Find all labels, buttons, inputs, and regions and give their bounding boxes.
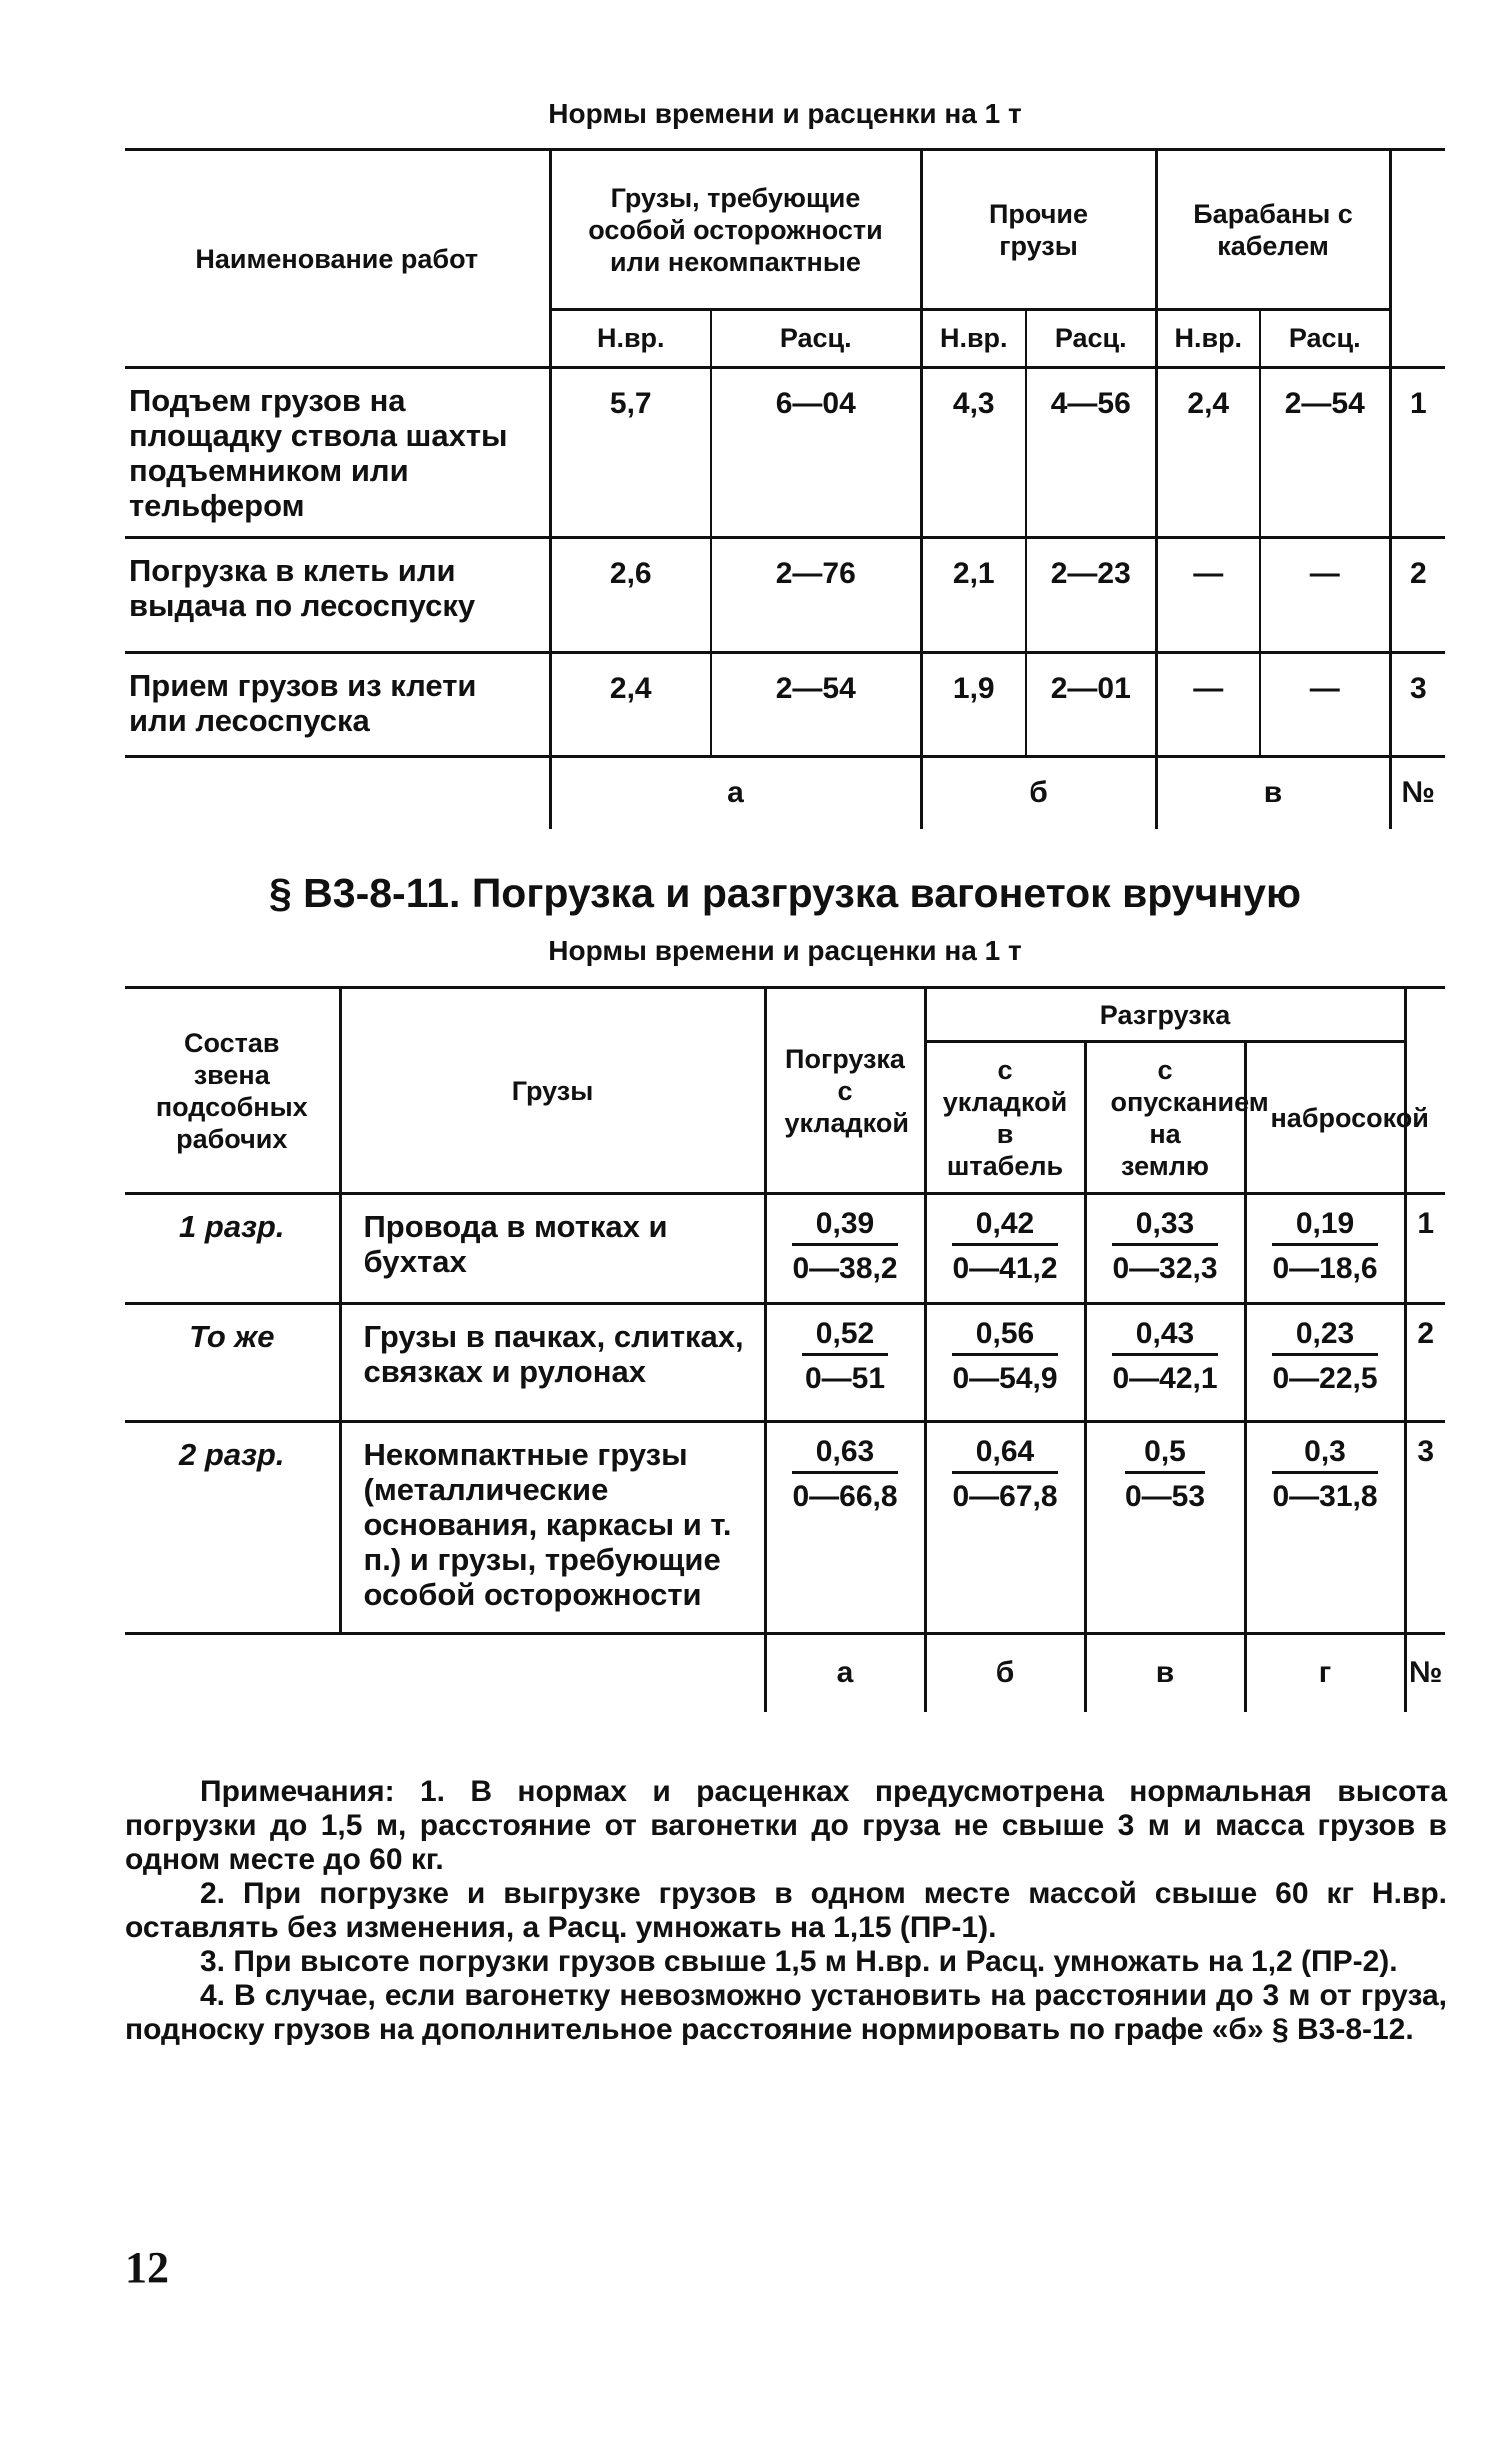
rate: 0—42,1 <box>1112 1362 1218 1395</box>
fraction <box>1272 1317 1377 1396</box>
table2-header-goods: Грузы <box>340 988 765 1194</box>
table1-letter-c: в <box>1156 757 1390 829</box>
fraction <box>1272 1207 1377 1286</box>
table1-row3-name: Прием грузов из клети или лесоспуска <box>125 653 550 757</box>
table1-sub-nvr-a: Н.вр. <box>550 310 711 368</box>
norm-time: 0,52 <box>802 1317 888 1356</box>
table2-row2-goods: Грузы в пачках, слитках, связках и рулонах <box>340 1304 765 1422</box>
fraction <box>952 1435 1057 1514</box>
note-2: 2. При погрузке и выгрузке грузов в одном месте массой свыше 60 кг Н.вр. оставлять без изменения, а Расц. умножать на 1,15 (ПР-1). <box>125 1877 1447 1944</box>
rate: 0—51 <box>804 1362 886 1395</box>
section-title: § В3-8-11. Погрузка и разгрузка вагонеток вручную <box>268 870 1301 916</box>
table1-cell: — <box>1156 653 1260 757</box>
table1-letter-b: б <box>921 757 1156 829</box>
table1-row-number: 1 <box>1390 368 1445 538</box>
table1-row-number: 3 <box>1390 653 1445 757</box>
rate: 0—18,6 <box>1272 1252 1378 1285</box>
table1-cell: 2—76 <box>711 538 921 653</box>
table1 <box>125 148 1445 829</box>
norm-time: 0,39 <box>792 1207 897 1246</box>
table2-header-unload: Разгрузка <box>925 988 1405 1042</box>
fraction <box>952 1317 1057 1396</box>
rate: 0—53 <box>1124 1480 1206 1513</box>
norm-time: 0,42 <box>952 1207 1057 1246</box>
table1-cell: — <box>1260 653 1390 757</box>
fraction <box>1125 1435 1205 1514</box>
rate: 0—31,8 <box>1272 1480 1378 1513</box>
table1-cell: 2,4 <box>1156 368 1260 538</box>
fraction <box>1112 1317 1217 1396</box>
norm-time: 0,3 <box>1272 1435 1377 1474</box>
note-4: 4. В случае, если вагонетку невозможно установить на расстоянии до 3 м от груза, подноску грузов на дополнительное расстояние нормировать по графе «б» § В3-8-12. <box>125 1979 1447 2046</box>
table2-row3-team: 2 разр. <box>125 1422 340 1634</box>
table1-row-number: 2 <box>1390 538 1445 653</box>
table2-row-number: 2 <box>1405 1304 1445 1422</box>
table1-header-group-a: Грузы, требующие особой осторожности или некомпактные <box>550 150 921 310</box>
norm-time: 0,5 <box>1125 1435 1205 1474</box>
rate: 0—54,9 <box>952 1362 1058 1395</box>
rate: 0—22,5 <box>1272 1362 1378 1395</box>
table2-row1-team: 1 разр. <box>125 1194 340 1304</box>
table1-cell: — <box>1260 538 1390 653</box>
norm-time: 0,63 <box>792 1435 897 1474</box>
rate: 0—66,8 <box>792 1480 898 1513</box>
table2-row1-goods: Провода в мотках и бухтах <box>340 1194 765 1304</box>
table2-header-team: Состав звена подсобных рабочих <box>125 988 340 1194</box>
fraction <box>1112 1207 1217 1286</box>
page-number: 12 <box>125 2243 169 2292</box>
table2-number-sign: № <box>1409 1656 1443 1690</box>
table2-letters-row <box>125 1634 1445 1712</box>
table1-cell: 1,9 <box>921 653 1026 757</box>
table-row <box>125 538 1445 653</box>
table1-cell: 2—54 <box>711 653 921 757</box>
table1-number-sign: № <box>1401 776 1435 810</box>
table2-letter-v: в <box>1085 1634 1245 1712</box>
table1-cell: 6—04 <box>711 368 921 538</box>
notes <box>125 1775 1447 2047</box>
norm-time: 0,56 <box>952 1317 1057 1356</box>
rate: 0—38,2 <box>792 1252 898 1285</box>
table-row <box>125 1304 1445 1422</box>
table1-row1-name: Подъем грузов на площадку ствола шахты подъемником или тельфером <box>125 368 550 538</box>
table1-row2-name: Погрузка в клеть или выдача по лесоспуску <box>125 538 550 653</box>
table1-cell: 2,6 <box>550 538 711 653</box>
table-row <box>125 1422 1445 1634</box>
table1-cell: 2,4 <box>550 653 711 757</box>
table2-row3-goods: Некомпактные грузы (металлические основания, каркасы и т. п.) и грузы, требующие особой осторожности <box>340 1422 765 1634</box>
table1-cell: 2—54 <box>1260 368 1390 538</box>
table1-header-group-b: Прочие грузы <box>921 150 1156 310</box>
table2-sub-stack: с укладкой в штабель <box>925 1042 1085 1194</box>
table1-sub-nvr-c: Н.вр. <box>1156 310 1260 368</box>
table1-sub-rasc-c: Расц. <box>1260 310 1390 368</box>
fraction <box>792 1207 897 1286</box>
table1-cell: 2,1 <box>921 538 1026 653</box>
table2-row2-team: То же <box>125 1304 340 1422</box>
fraction <box>1272 1435 1377 1514</box>
rate: 0—67,8 <box>952 1480 1058 1513</box>
table1-header-group-c: Барабаны с кабелем <box>1156 150 1390 310</box>
table1-cell: 2—01 <box>1026 653 1156 757</box>
rate: 0—41,2 <box>952 1252 1058 1285</box>
table2-sub-throw: набросокой <box>1245 1042 1405 1194</box>
table-row <box>125 368 1445 538</box>
table1-letter-a: а <box>550 757 921 829</box>
norm-time: 0,19 <box>1272 1207 1377 1246</box>
table2 <box>125 986 1445 1712</box>
table1-sub-nvr-b: Н.вр. <box>921 310 1026 368</box>
table1-cell: 2—23 <box>1026 538 1156 653</box>
table2-caption: Нормы времени и расценки на 1 т <box>548 935 1022 966</box>
table2-header-load: Погрузка с укладкой <box>765 988 925 1194</box>
fraction <box>792 1435 897 1514</box>
table2-letter-b: б <box>925 1634 1085 1712</box>
table1-sub-rasc-a: Расц. <box>711 310 921 368</box>
note-1: Примечания: 1. В нормах и расценках предусмотрена нормальная высота погрузки до 1,5 м, расстояние от вагонетки до груза не свыше 3 м и масса грузов в одном месте до 60 кг. <box>125 1775 1447 1876</box>
table1-cell: — <box>1156 538 1260 653</box>
table1-sub-rasc-b: Расц. <box>1026 310 1156 368</box>
table-row <box>125 653 1445 757</box>
norm-time: 0,23 <box>1272 1317 1377 1356</box>
norm-time: 0,43 <box>1112 1317 1217 1356</box>
note-3: 3. При высоте погрузки грузов свыше 1,5 м Н.вр. и Расц. умножать на 1,2 (ПР-2). <box>200 1945 1398 1978</box>
table2-sub-ground: с опусканием на землю <box>1085 1042 1245 1194</box>
table2-row-number: 1 <box>1405 1194 1445 1304</box>
rate: 0—32,3 <box>1112 1252 1218 1285</box>
table1-cell: 5,7 <box>550 368 711 538</box>
fraction <box>802 1317 888 1396</box>
table1-caption: Нормы времени и расценки на 1 т <box>548 98 1022 129</box>
norm-time: 0,33 <box>1112 1207 1217 1246</box>
table2-letter-a: а <box>765 1634 925 1712</box>
table1-header-name: Наименование работ <box>125 150 550 368</box>
table1-cell: 4—56 <box>1026 368 1156 538</box>
table1-letters-row <box>125 757 1445 829</box>
table2-letter-g: г <box>1245 1634 1405 1712</box>
table2-row-number: 3 <box>1405 1422 1445 1634</box>
table1-cell: 4,3 <box>921 368 1026 538</box>
table-row <box>125 1194 1445 1304</box>
norm-time: 0,64 <box>952 1435 1057 1474</box>
fraction <box>952 1207 1057 1286</box>
